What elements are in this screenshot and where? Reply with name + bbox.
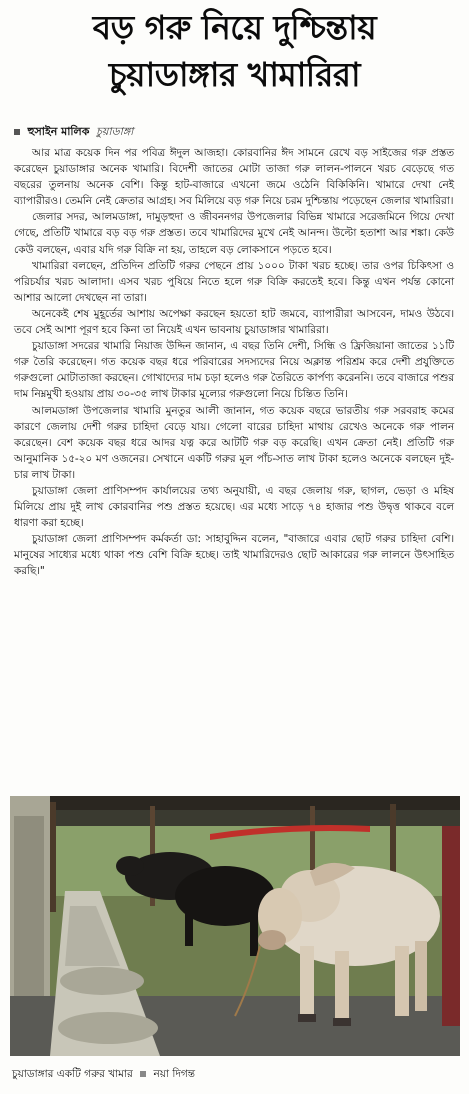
photo-credit: নয়া দিগন্ত [153,1068,196,1080]
article-paragraph: আর মাত্র কয়েক দিন পর পবিত্র ঈদুল আজহা। কোরবানির ঈদ সামনে রেখে বড় সাইজের গরু প্রস্তত করেছেন চুয়াডাঙ্গার অনেক খামারি। বিদেশী জাতের মোটা তাজা গরু লালন-পালনে খরচ বেড়েছে গত বছরের তুলনায় অনেক বেশি। কিন্তু হাট-বাজারে এখনো জমে ওঠেনি বিকিকিনি। খামারে দেখা নেই ব্যাপারীরও। তেমনি নেই ক্রেতার আগ্রহ। সব মিলিয়ে বড় গরু নিয়ে চরম দুশ্চিন্তায় পড়েছেন জেলার খামারিরা। [14,147,454,208]
byline [14,124,454,140]
cattle-farm-photo [10,796,460,1056]
article-paragraph: অনেকেই শেষ মুহূর্তের আশায় অপেক্ষা করছেন হয়তো হাট জমবে, ব্যাপারীরা আসবেন, দামও উঠবে। তবে সেই আশা পূরণ হবে কিনা তা নিয়েই এখন ভাবনায় চুয়াডাঙ্গার খামারিরা। [14,307,454,337]
author-name: হুসাইন মালিক [27,125,90,138]
photo-caption [12,1066,462,1082]
article-body [14,145,454,580]
byline-bullet-icon [14,129,20,135]
caption-separator-icon [140,1071,146,1077]
headline-line-1: বড় গরু নিয়ে দুশ্চিন্তায় [92,8,377,47]
headline [0,4,469,98]
article-paragraph: খামারিরা বলছেন, প্রতিদিন প্রতিটি গরুর পেছনে প্রায় ১০০০ টাকা খরচ হচ্ছে। তার ওপর চিকিৎসা ও পরিচর্যার খরচ আলাদা। এসব খরচ পুষিয়ে নিতে হলে গরু বিক্রি করতেই হবে। কিন্তু এখন পর্যন্ত কোনো আশার আলো দেখছেন না তারা। [14,259,454,304]
cattle-farm-illustration [10,796,460,1056]
caption-text: চুয়াডাঙ্গার একটি গরুর খামার [12,1068,133,1080]
headline-line-2: চুয়াডাঙ্গার খামারিরা [108,55,361,94]
article-paragraph: চুয়াডাঙ্গা জেলা প্রাণিসম্পদ কর্মকর্তা ডা: সাহাবুদ্দিন বলেন, "বাজারে এবার ছোট গরুর চাহিদা বেশি। মানুষের সাধ্যের মধ্যে থাকা পশু বেশি বিক্রি হচ্ছে। তাই খামারিদেরও ছোট আকারের গরু লালনে উৎসাহিত করছি।" [14,533,454,578]
article-paragraph: জেলার সদর, আলমডাঙ্গা, দামুড়হুদা ও জীবননগর উপজেলার বিভিন্ন খামারে সরেজমিনে গিয়ে দেখা গেছে, প্রতিটি খামারে বড় বড় গরু প্রস্তত। তবে খামারিদের মুখে নেই আনন্দ। উল্টো হতাশা আর শঙ্কা। কেউ কেউ বলছেন, এবার যদি গরু বিক্রি না হয়, তাহলে বড় লোকসানে পড়তে হবে। [14,211,454,256]
article-paragraph: চুয়াডাঙ্গা জেলা প্রাণিসম্পদ কার্যালয়ের তথ্য অনুযায়ী, এ বছর জেলায় গরু, ছাগল, ভেড়া ও মহিষ মিলিয়ে প্রায় দুই লাখ কোরবানির পশু প্রস্তত হয়েছে। এর মধ্যে সাড়ে ৭৪ হাজার পশু উদ্বৃত্ত থাকবে বলে ধারণা করা হচ্ছে। [14,484,454,530]
article-paragraph: চুয়াডাঙ্গা সদরের খামারি নিয়াজ উদ্দিন জানান, এ বছর তিনি দেশী, সিন্ধি ও ফ্রিজিয়ানা জাতের ১১টি গরু তৈরি করেছেন। গত কয়েক বছর ধরে পরিবারের সদস্যদের নিয়ে অক্লান্ত পরিশ্রম করে দেশী প্রযুক্তিতে গরুগুলো মোটাতাজা করছেন। গোখাদ্যের দাম চড়া হলেও গরু তৈরিতে কার্পণ্য করেননি। তবে বাজারে পশুর দাম নিম্নমুখী হওয়ায় প্রায় ৩০-৩৫ লাখ টাকার মূল্যের গরুগুলো নিয়ে চিন্তিত তিনি। [14,340,454,401]
dateline-location: চুয়াডাঙ্গা [95,125,134,138]
article-paragraph: আলমডাঙ্গা উপজেলার খামারি মুনতুর আলী জানান, গত কয়েক বছরে ভারতীয় গরু সরবরাহ কমের কারণে জেলায় দেশী গরুর চাহিদা বেড়ে যায়। গেলো বারের চাহিদা মাথায় রেখেও অনেকে গরু পালন করেছেন। বেশ কয়েক বছর ধরে আদর যত্ন করে আটটি গরু বড় করেছি। এখন ক্রেতা নেই। প্রতিটি গরু আনুমানিক ১৫-২০ মণ ওজনের। সেখানে একটি গরুর মূল পাঁচ-সাত লাখ টাকা হলেও অনেকে বলছেন দুই-চার লাখ টাকা। [14,404,454,481]
